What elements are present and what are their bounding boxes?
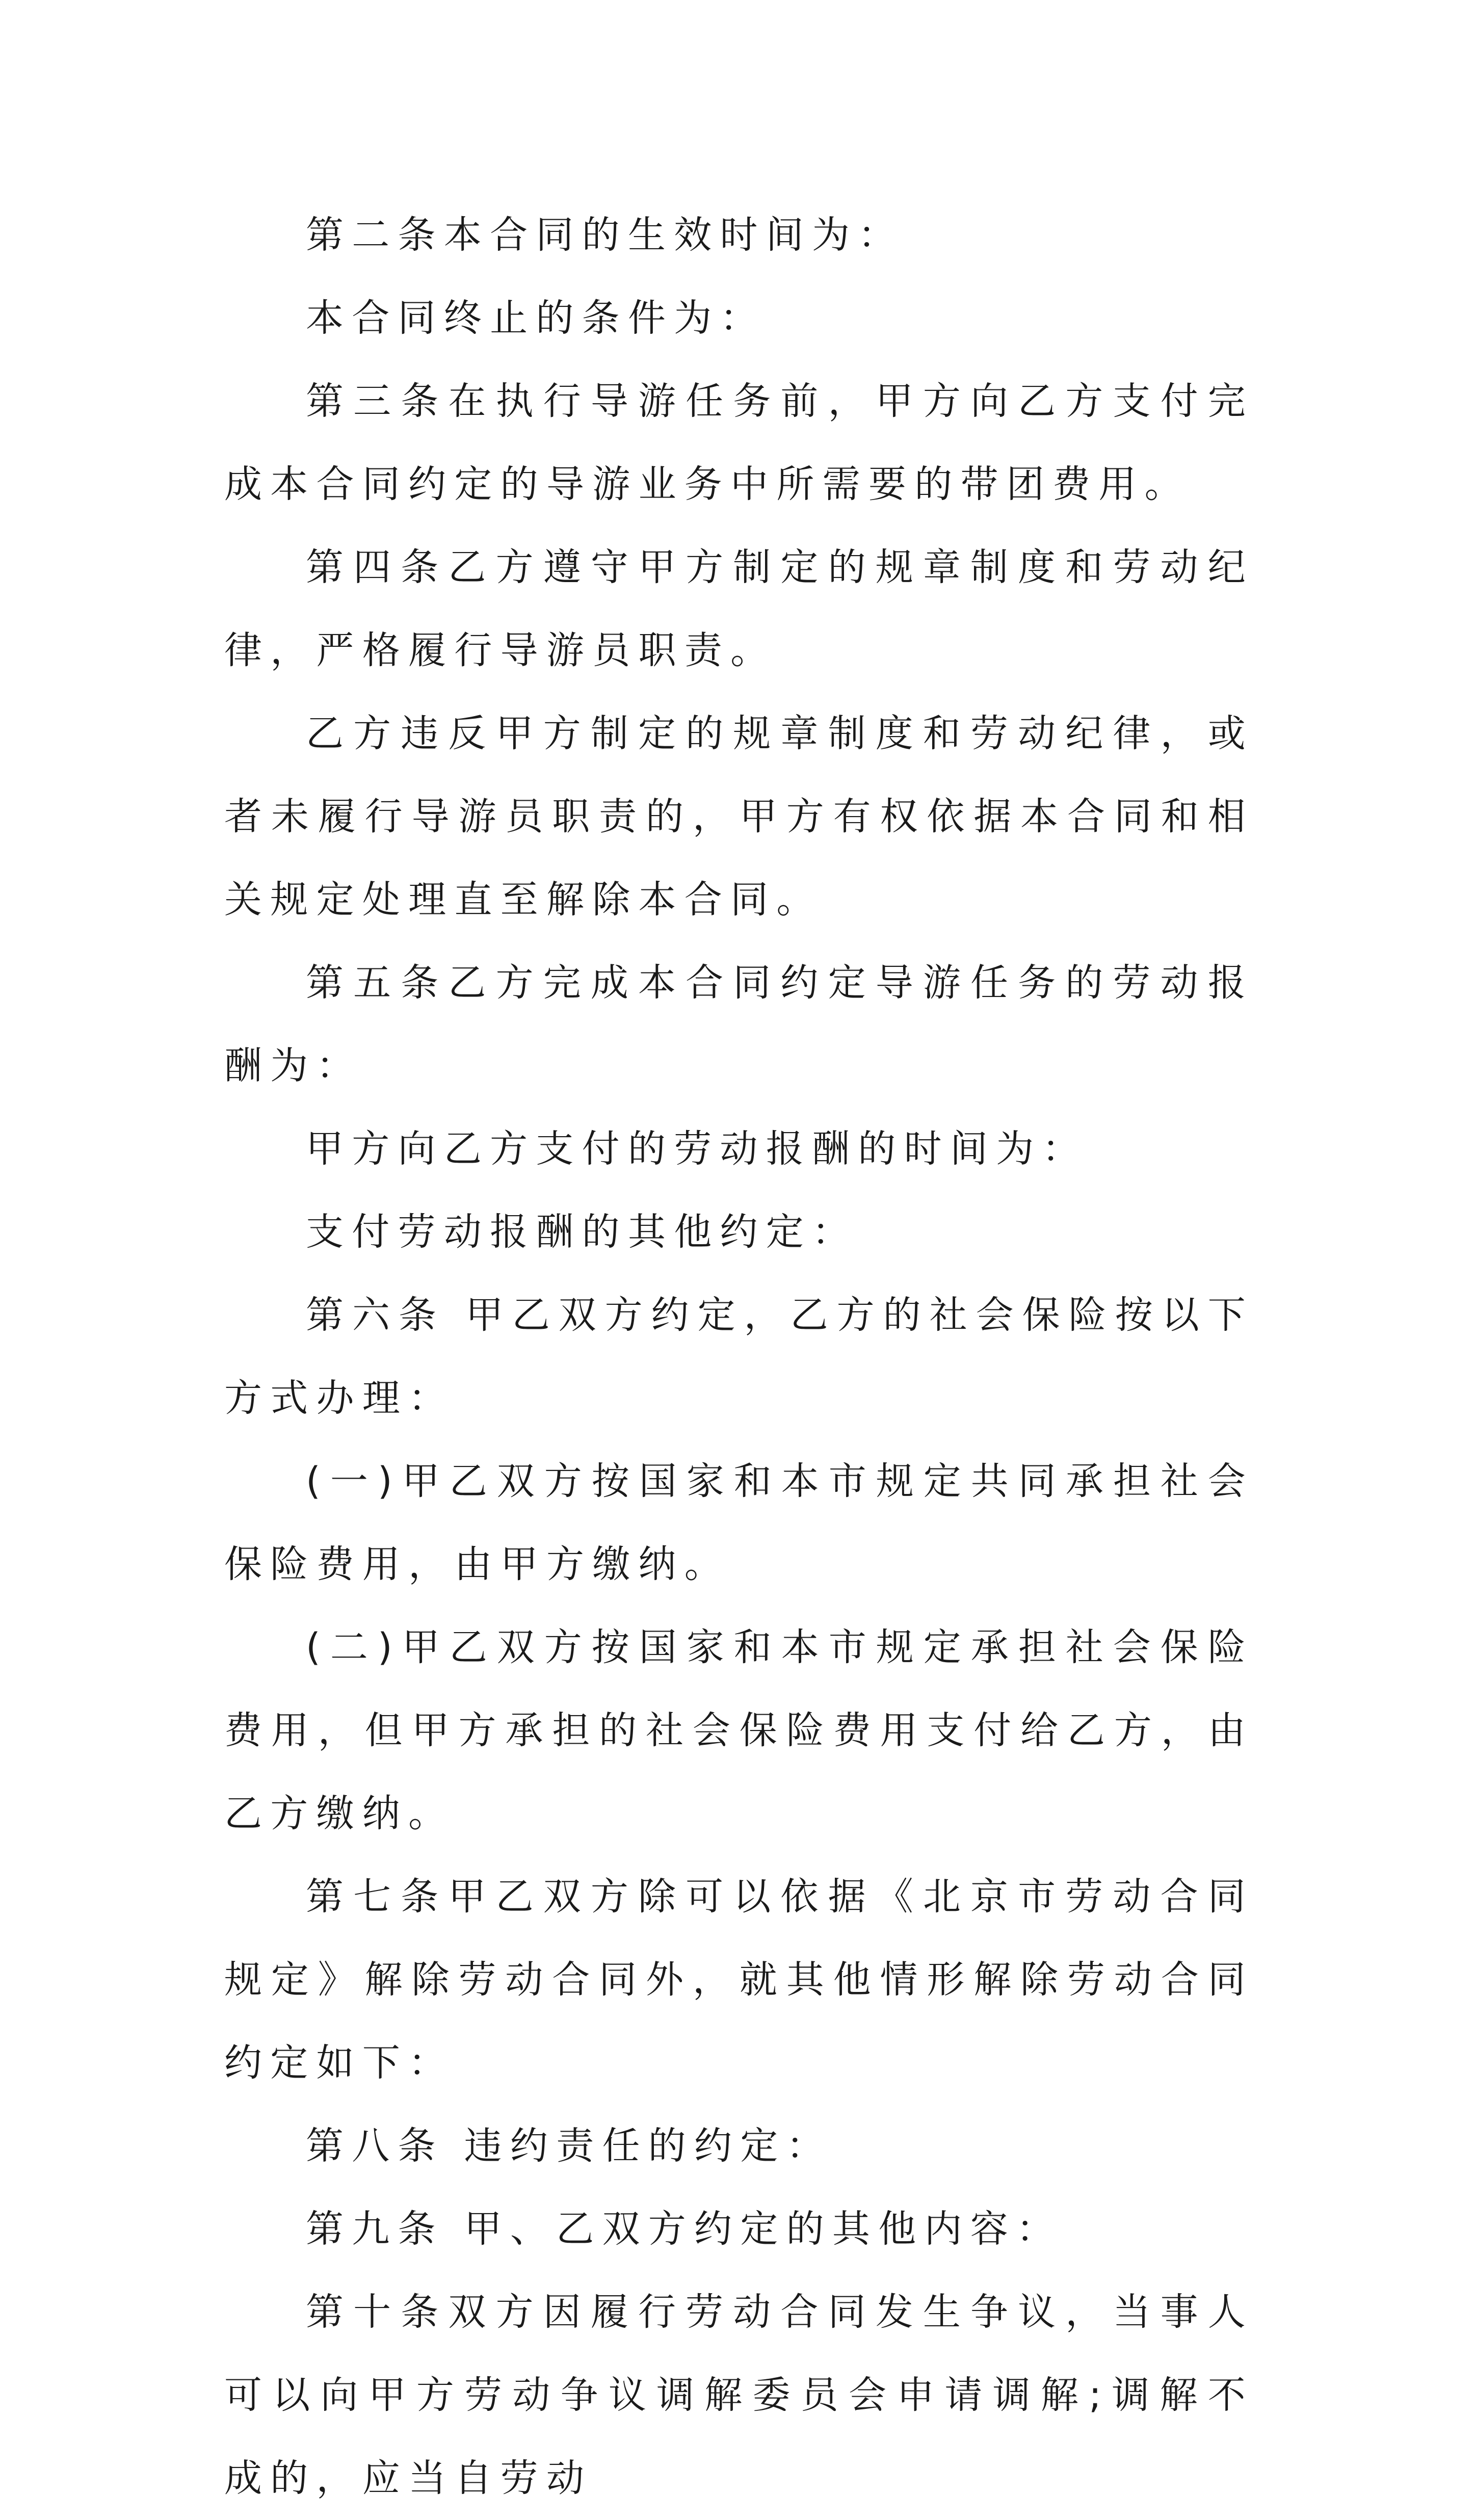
paragraph-article-10-disputes: 第十条双方因履行劳动合同发生争议，当事人可以向甲方劳动争议调解委员会申请调解;调解不成的，应当自劳动 bbox=[224, 2290, 1254, 2500]
paragraph-violation-handling: 乙方违反甲方制定的规章制度和劳动纪律，或者未履行导游员职责的，甲方有权依据本合同和相关规定处理直至解除本合同。 bbox=[224, 712, 1254, 922]
paragraph-article-5-remuneration: 第五条乙方完成本合同约定导游任务的劳动报酬为： bbox=[224, 961, 1254, 1088]
paragraph-insurance-option-2: (二)甲乙双方按国家和本市规定承担社会保险费用，但甲方承担的社会保险费用支付给乙方，由乙方缴纳。 bbox=[224, 1625, 1254, 1835]
paragraph-article-2-effective-date: 第二条本合同的生效时间为： bbox=[306, 213, 904, 257]
paragraph-article-4-rules-compliance: 第四条乙方遵守甲方制定的规章制度和劳动纪律，严格履行导游员职责。 bbox=[224, 545, 1254, 672]
paragraph-article-3-tour-expenses: 第三条在执行导游任务前，甲方向乙方支付完成本合同约定的导游业务中所需要的带团费用。 bbox=[224, 379, 1254, 506]
paragraph-article-7-termination: 第七条甲乙双方除可以依据《北京市劳动合同规定》解除劳动合同外，就其他情形解除劳动合同约定如下： bbox=[224, 1875, 1254, 2085]
paragraph-article-6-social-insurance: 第六条 甲乙双方约定，乙方的社会保险按以下方式办理： bbox=[224, 1293, 1254, 1420]
paragraph-termination-conditions: 本合同终止的条件为： bbox=[306, 296, 766, 340]
paragraph-article-8-liability: 第八条 违约责任的约定： bbox=[306, 2124, 832, 2168]
document-body bbox=[224, 194, 1254, 2520]
paragraph-other-payment-terms: 支付劳动报酬的其他约定： bbox=[306, 1210, 858, 1254]
paragraph-insurance-option-1: (一)甲乙双方按国家和本市规定共同承担社会保险费用，由甲方缴纳。 bbox=[224, 1459, 1254, 1586]
paragraph-payment-time: 甲方向乙方支付的劳动报酬的时间为： bbox=[306, 1127, 1088, 1171]
paragraph-article-9-other-terms: 第九条 甲、乙双方约定的其他内容： bbox=[306, 2207, 1063, 2251]
